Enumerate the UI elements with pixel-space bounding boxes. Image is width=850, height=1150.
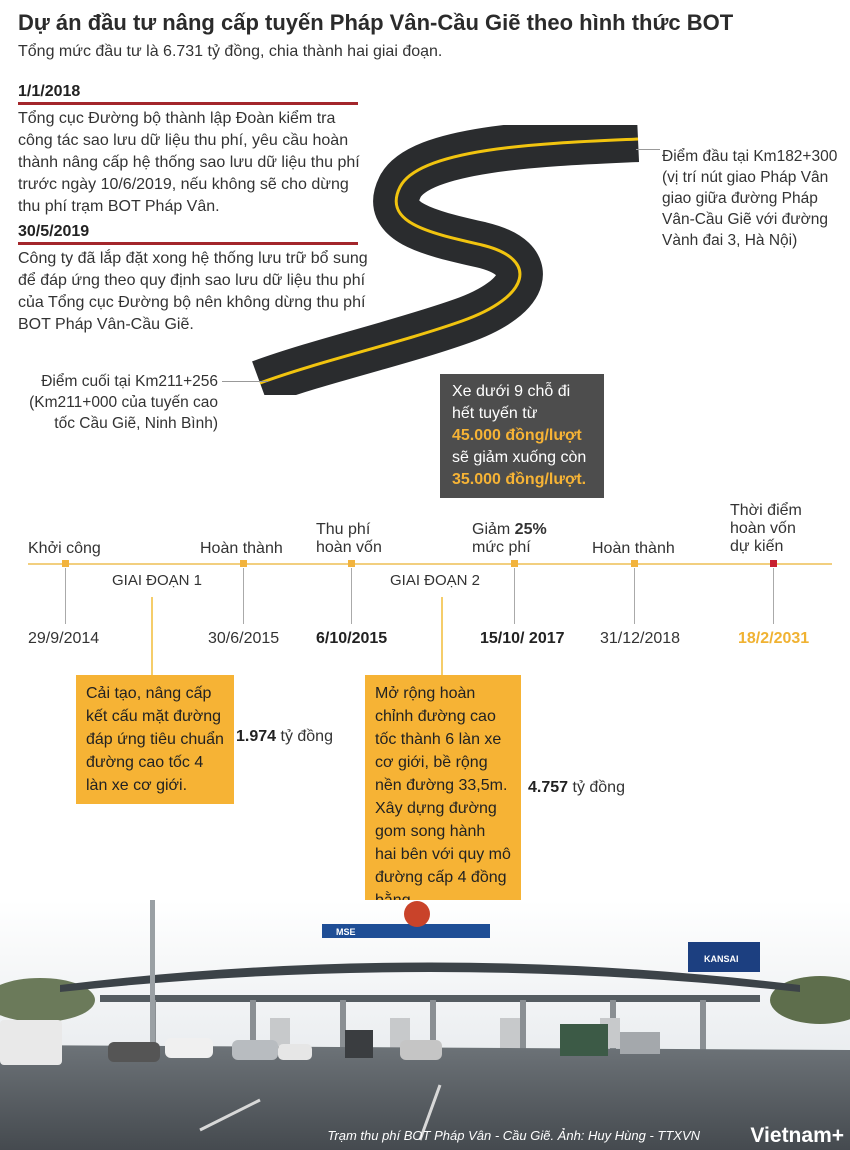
- milestone-drop-1: [65, 568, 66, 624]
- timeline-axis: [28, 563, 832, 565]
- page-subtitle: Tổng mức đầu tư là 6.731 tỷ đồng, chia thành hai giai đoạn.: [18, 43, 443, 60]
- milestone-label-2: Hoàn thành: [200, 540, 283, 557]
- banner-right-text: KANSAI: [704, 954, 739, 964]
- end-point-note: Điểm cuối tại Km211+256 (Km211+000 của tuyến cao tốc Cầu Giẽ, Ninh Bình): [29, 373, 218, 432]
- milestone-label-1: Khởi công: [28, 540, 101, 557]
- milestone-label-4: Giảm 25% mức phí: [472, 521, 547, 556]
- photo-caption: Trạm thu phí BOT Pháp Vân - Cầu Giẽ. Ảnh: Huy Hùng - TTXVN: [327, 1128, 700, 1143]
- phase2-connector: [441, 597, 443, 675]
- milestone-label-3: Thu phí hoàn vốn: [316, 521, 382, 556]
- old-fee: 45.000 đồng/lượt: [452, 427, 582, 444]
- milestone-date-5: 31/12/2018: [600, 630, 681, 647]
- phase1-cost: 1.974 tỷ đồng: [236, 728, 333, 745]
- event-date-2: 30/5/2019: [18, 223, 90, 240]
- start-point-note: Điểm đầu tại Km182+300 (vị trí nút giao Pháp Vân giao giữa đường Pháp Vân-Cầu Giẽ với đường Vành đai 3, Hà Nội): [662, 148, 838, 249]
- milestone-dot-2: [240, 560, 247, 567]
- end-point-leader: [222, 381, 268, 382]
- milestone-dot-5: [631, 560, 638, 567]
- phase2-detail-box: Mở rộng hoàn chỉnh đường cao tốc thành 6 làn xe cơ giới, bề rộng nền đường 33,5m. Xây dựng đường gom song hành hai bên với quy mô đường cấp 4 đồng: [365, 675, 521, 919]
- milestone-dot-4: [511, 560, 518, 567]
- event-text-1: Tổng cục Đường bộ thành lập Đoàn kiểm tra công tác sao lưu dữ liệu thu phí, yêu cầu hoàn thành nâng cấp hệ thống sao lưu dữ liệu thu phí trước ngày 10/6/2019, nếu không sẽ cho dừng thu phí trạm BOT Pháp Vân.: [18, 110, 360, 215]
- road-illustration: [250, 125, 650, 395]
- milestone-drop-5: [634, 568, 635, 624]
- fee-reduction-box: [440, 374, 604, 498]
- fee-line-2: hết tuyến từ: [452, 405, 538, 422]
- fee-line-1: Xe dưới 9 chỗ đi: [452, 383, 571, 400]
- milestone-label-5: Hoàn thành: [592, 540, 675, 557]
- milestone-drop-6: [773, 568, 774, 624]
- fee-line-4: sẽ giảm xuống còn: [452, 449, 587, 466]
- milestone-drop-3: [351, 568, 352, 624]
- page-title: Dự án đầu tư nâng cấp tuyến Pháp Vân-Cầu Giẽ theo hình thức BOT: [18, 10, 734, 35]
- milestone-date-3: 6/10/2015: [316, 630, 388, 647]
- milestone-date-2: 30/6/2015: [208, 630, 280, 647]
- milestone-drop-4: [514, 568, 515, 624]
- banner-left-text: MSE: [336, 927, 356, 937]
- event-divider-1: [18, 102, 358, 105]
- milestone-date-6: 18/2/2031: [738, 630, 810, 647]
- new-fee: 35.000 đồng/lượt.: [452, 471, 587, 488]
- phase-label-2: GIAI ĐOẠN 2: [390, 572, 481, 589]
- milestone-dot-6: [770, 560, 777, 567]
- event-date-1: 1/1/2018: [18, 83, 81, 100]
- event-text-2: Công ty đã lắp đặt xong hệ thống lưu trữ bổ sung để đáp ứng theo quy định sao lưu dữ liệu thu phí của Tổng cục Đường bộ nên không dừng thu phí BOT Pháp Vân-Cầu Giẽ.: [18, 250, 368, 333]
- phase1-connector: [151, 597, 153, 675]
- milestone-drop-2: [243, 568, 244, 624]
- milestone-label-6: Thời điểm hoàn vốn dự kiến: [730, 502, 802, 555]
- milestone-dot-1: [62, 560, 69, 567]
- vietnamplus-logo: Vietnam+: [750, 1124, 844, 1147]
- start-point-leader: [636, 149, 660, 150]
- phase1-detail-box: Cải tạo, nâng cấp kết cấu mặt đường đáp ứng tiêu chuẩn đường cao tốc 4 làn xe cơ giới.: [76, 675, 234, 804]
- milestone-date-1: 29/9/2014: [28, 630, 100, 647]
- phase-label-1: GIAI ĐOẠN 1: [112, 572, 203, 589]
- milestone-dot-3: [348, 560, 355, 567]
- toll-station-illustration: [0, 900, 850, 1150]
- phase2-cost: 4.757 tỷ đồng: [528, 779, 625, 796]
- toll-station-photo: [0, 900, 850, 1150]
- milestone-date-4: 15/10/ 2017: [480, 630, 565, 647]
